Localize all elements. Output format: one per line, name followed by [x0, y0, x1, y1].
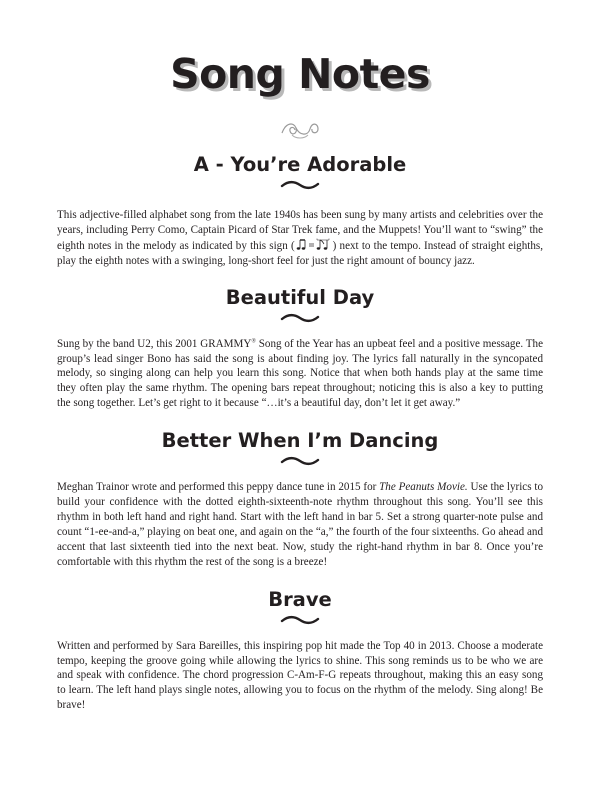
- section-you-re-adorable: [57, 152, 543, 269]
- body-text: Meghan Trainor wrote and performed this peppy dance tune in 2015 for: [57, 481, 380, 494]
- wavy-divider-icon: [280, 456, 320, 466]
- section-brave: [57, 587, 543, 714]
- section-body: [57, 208, 543, 269]
- body-text: Sung by the band U2, this 2001 GRAMMY: [57, 337, 252, 350]
- body-text: ) next to the tempo. Instead of straight eighths, play the eighth notes with a swinging, long-short feel for just the right amount of bouncy jazz.: [57, 239, 543, 267]
- section-title: A - You’re Adorable: [193, 153, 407, 176]
- wavy-divider-icon: [280, 313, 320, 323]
- page-title: Song Notes: [170, 50, 430, 98]
- section-title: Beautiful Day: [225, 285, 375, 309]
- flourish-ornament-icon: [278, 118, 322, 140]
- section-title: Brave: [268, 587, 332, 611]
- swing-eighths-icon: [295, 238, 333, 251]
- registered-mark: ®: [251, 337, 256, 344]
- wavy-divider-icon: [280, 180, 320, 190]
- section-better-when-im-dancing: [57, 428, 543, 569]
- movie-title: The Peanuts Movie.: [379, 481, 468, 494]
- section-beautiful-day: [57, 285, 543, 412]
- wavy-divider-icon: [280, 615, 320, 625]
- section-body: [57, 639, 543, 714]
- body-text: Written and performed by Sara Bareilles, this inspiring pop hit made the Top 40 in 2013. Choose a moderate tempo, keeping the groove going while allowing the lyrics to shine. This song reminds us to be who we are and speak with confidence. The chord progression C-Am-F-G repeats throughout, making this an easy song to learn. The left hand plays single notes, allowing you to focus on the rhythm of the melody. Sing along! Be brave!: [57, 639, 543, 712]
- body-text: Use the lyrics to build your confidence with the dotted eighth-sixteenth-note rhythm throughout this song. You’ll see this rhythm in both left hand and right hand. Start with the left hand in bar 5. Set a strong quarter-note pulse and count “1-ee-and-a,” playing on beat one, and again on the “a,” the fourth of the four sixteenths. Go ahead and accent that last sixteenth tied into the next beat. Now, study the right-hand rhythm in bar 8. Once you’re comfortable with this rhythm the rest of the song is a breeze!: [57, 481, 543, 568]
- body-text: Song of the Year has an upbeat feel and a positive message. The group’s lead singer Bono has said the song is about finding joy. The lyrics fall naturally in the syncopated melody, so singing along can help you learn this song. Notice that when both hands play at the same time they often play the same rhythm. The opening bars repeat throughout; noticing this is also a key to putting the song together. Let’s get right to it because “…it’s a beautiful day, don’t let it get away.”: [57, 337, 543, 410]
- section-title: Better When I’m Dancing: [161, 429, 439, 453]
- section-body: [57, 480, 543, 569]
- section-body: [57, 337, 543, 412]
- body-text: This adjective-filled alphabet song from the late 1940s has been sung by many artists and celebrities over the years, including Perry Como, Captain Picard of Star Trek fame, and the Muppets! You’ll want to “swing” the eighth notes in the melody as indicated by this sign (: [57, 209, 543, 252]
